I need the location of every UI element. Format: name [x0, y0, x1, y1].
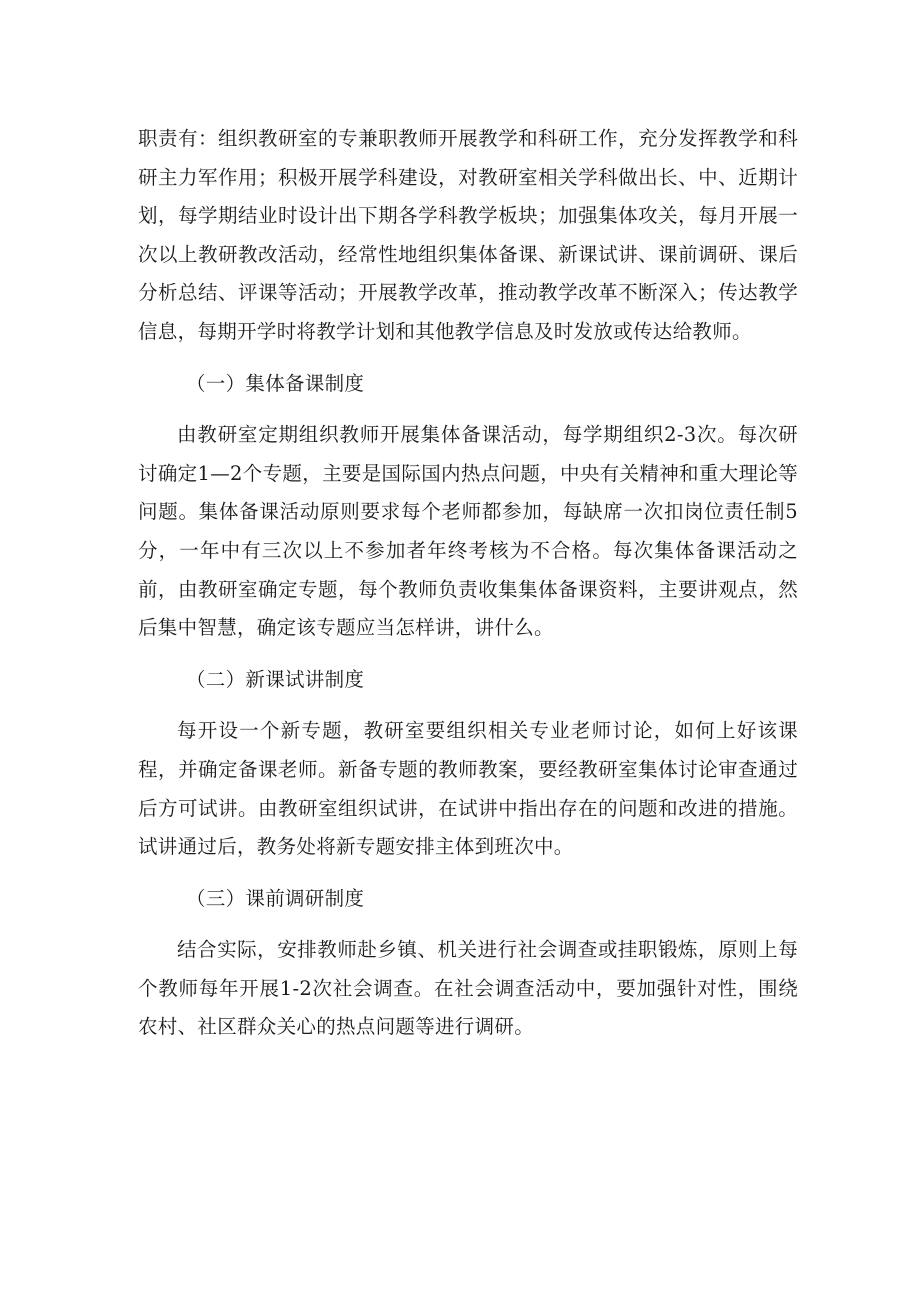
section-heading-2: （二）新课试讲制度 [186, 667, 365, 691]
intro-paragraph: 职责有：组织教研室的专兼职教师开展教学和科研工作，充分发挥教学和科研主力军作用；积极开展学科建设，对教研室相关学科做出长、中、近期计划，每学期结业时设计出下期各学科教学板块；加强集体攻关，每月开展一次以上教研教改活动，经常性地组织集体备课、新课试讲、课前调研、课后分析总结、评课等活动；开展教学改革，推动教学改革不断深入；传达教学信息，每期开学时将教学计划和其他教学信息及时发放或传达给教师。 [138, 127, 798, 343]
section-body-2: 每开设一个新专题，教研室要组织相关专业老师讨论，如何上好该课程，并确定备课老师。新备专题的教师教案，要经教研室集体讨论审查通过后方可试讲。由教研室组织试讲，在试讲中指出存在的问题和改进的措施。试讲通过后，教务处将新专题安排主体到班次中。 [138, 719, 798, 859]
section-heading-3: （三）课前调研制度 [186, 886, 365, 910]
document-page [138, 120, 798, 1047]
spacer [138, 403, 798, 416]
spacer [138, 648, 798, 661]
spacer [138, 918, 798, 931]
section-body-3: 结合实际，安排教师赴乡镇、机关进行社会调查或挂职锻炼，原则上每个教师每年开展1-2次社会调查。在社会调查活动中，要加强针对性，围绕农村、社区群众关心的热点问题等进行调研。 [138, 938, 798, 1039]
section-body-1: 由教研室定期组织教师开展集体备课活动，每学期组织2-3次。每次研讨确定1—2个专题，主要是国际国内热点问题，中央有关精神和重大理论等问题。集体备课活动原则要求每个老师都参加，每缺席一次扣岗位责任制5分，一年中有三次以上不参加者年终考核为不合格。每次集体备课活动之前，由教研室确定专题，每个教师负责收集集体备课资料，主要讲观点，然后集中智慧，确定该专题应当怎样讲，讲什么。 [138, 423, 798, 640]
spacer [138, 699, 798, 712]
section-heading-1: （一）集体备课制度 [186, 371, 365, 395]
spacer [138, 867, 798, 880]
spacer [138, 352, 798, 365]
